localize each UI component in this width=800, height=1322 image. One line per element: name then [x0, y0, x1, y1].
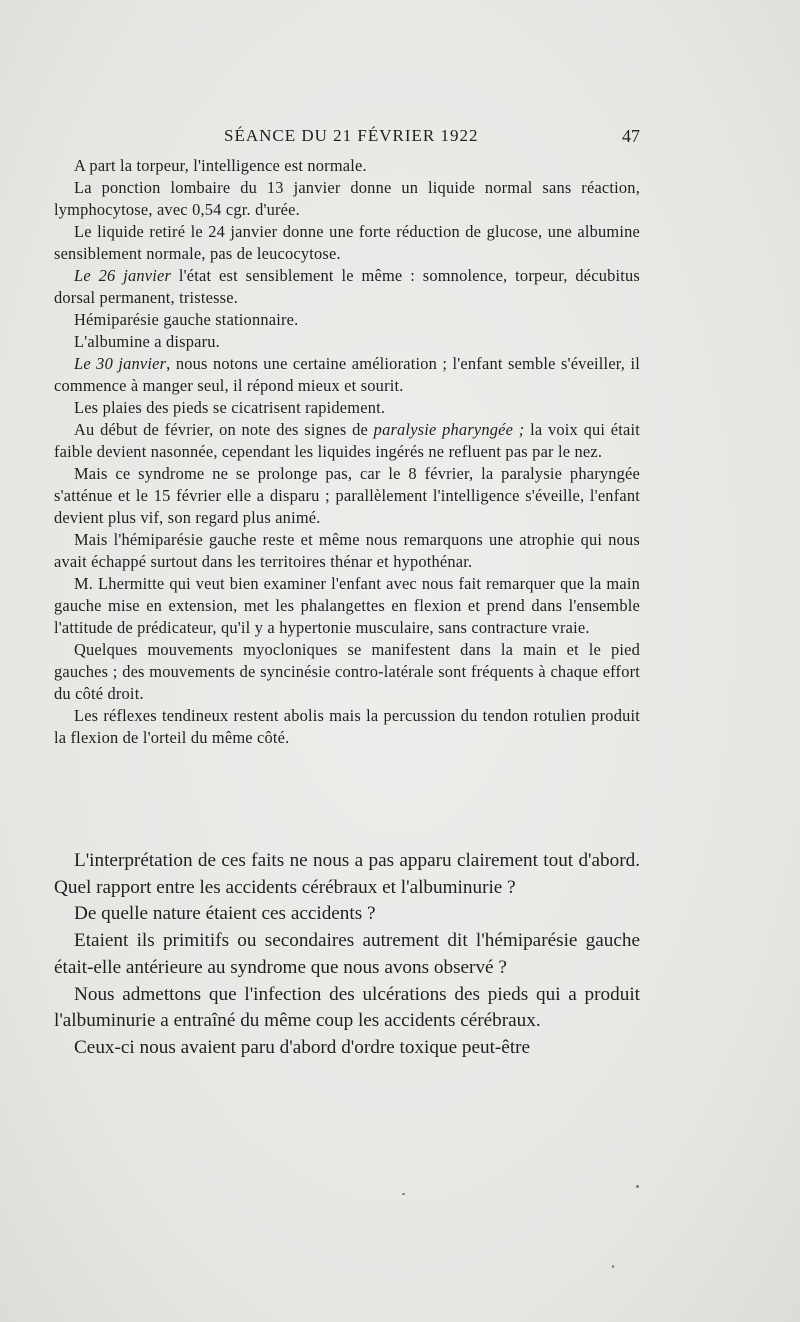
- paragraph: L'interprétation de ces faits ne nous a pas apparu clairement tout d'abord. Quel rapport entre les accidents cérébraux et l'albuminurie ?: [54, 850, 640, 898]
- paragraph-text: , nous notons une certaine amélioration ; l'enfant semble s'éveiller, il commence à manger seul, il répond mieux et sourit.: [54, 354, 640, 395]
- clinical-notes: [54, 155, 640, 749]
- date-italic: Le 26 janvier: [74, 266, 172, 285]
- paragraph: M. Lhermitte qui veut bien examiner l'enfant avec nous fait remarquer que la main gauche mise en extension, met les phalangettes en flexion et prend dans l'ensemble l'attitude de prédicateur, qu'il y a hypertonie musculaire, sans contracture vraie.: [54, 574, 640, 637]
- ink-speck: [402, 1193, 405, 1195]
- running-head: SÉANCE DU 21 FÉVRIER 1922: [224, 126, 479, 145]
- paragraph-text: l'état est sensiblement le même : somnolence, torpeur, décubitus dorsal permanent, tristesse.: [54, 266, 640, 307]
- page-header: [54, 126, 640, 150]
- paragraph: Mais ce syndrome ne se prolonge pas, car le 8 février, la paralysie pharyngée s'atténue et le 15 février elle a disparu ; parallèlement l'intelligence s'éveille, l'enfant devient plus vif, son regard plus animé.: [54, 464, 640, 527]
- paragraph-text: Au début de février, on note des signes de: [74, 420, 374, 439]
- paragraph: Hémiparésie gauche stationnaire.: [74, 310, 299, 329]
- paragraph: Nous admettons que l'infection des ulcérations des pieds qui a produit l'albuminurie a entraîné du même coup les accidents cérébraux.: [54, 983, 640, 1032]
- paragraph: La ponction lombaire du 13 janvier donne un liquide normal sans réaction, lymphocytose, avec 0,54 cgr. d'urée.: [54, 178, 640, 219]
- date-italic: Le 30 janvier: [74, 354, 167, 373]
- discussion-text: [54, 848, 640, 1062]
- paragraph: Le liquide retiré le 24 janvier donne une forte réduction de glucose, une albumine sensiblement normale, pas de leucocytose.: [54, 222, 640, 263]
- page-number: 47: [622, 126, 640, 146]
- paragraph: [54, 419, 640, 463]
- paragraph: Quelques mouvements myocloniques se manifestent dans la main et le pied gauches ; des mouvements de syncinésie contro-latérale sont fréquents à chaque effort du côté droit.: [54, 640, 640, 703]
- paragraph: Ceux-ci nous avaient paru d'abord d'ordre toxique peut-être: [74, 1036, 531, 1058]
- paragraph: De quelle nature étaient ces accidents ?: [74, 903, 376, 925]
- paragraph-text: la voix qui était faible devient nasonnée, cependant les liquides ingérés ne refluent pas par le nez.: [54, 420, 640, 461]
- paragraph: [54, 353, 640, 397]
- paragraph: Mais l'hémiparésie gauche reste et même nous remarquons une atrophie qui nous avait échappé surtout dans les territoires thénar et hypothénar.: [54, 530, 640, 571]
- paragraph: [54, 265, 640, 309]
- paragraph: Les réflexes tendineux restent abolis mais la percussion du tendon rotulien produit la flexion de l'orteil du même côté.: [54, 706, 640, 747]
- paragraph: L'albumine a disparu.: [74, 332, 220, 351]
- paragraph: Les plaies des pieds se cicatrisent rapidement.: [74, 398, 386, 417]
- ink-speck: [636, 1185, 639, 1188]
- paragraph: A part la torpeur, l'intelligence est normale.: [74, 156, 367, 175]
- ink-speck: [612, 1265, 614, 1268]
- term-italic: paralysie pharyngée ;: [373, 420, 525, 439]
- paragraph: Etaient ils primitifs ou secondaires autrement dit l'hémiparésie gauche était-elle antérieure au syndrome que nous avons observé ?: [54, 930, 640, 978]
